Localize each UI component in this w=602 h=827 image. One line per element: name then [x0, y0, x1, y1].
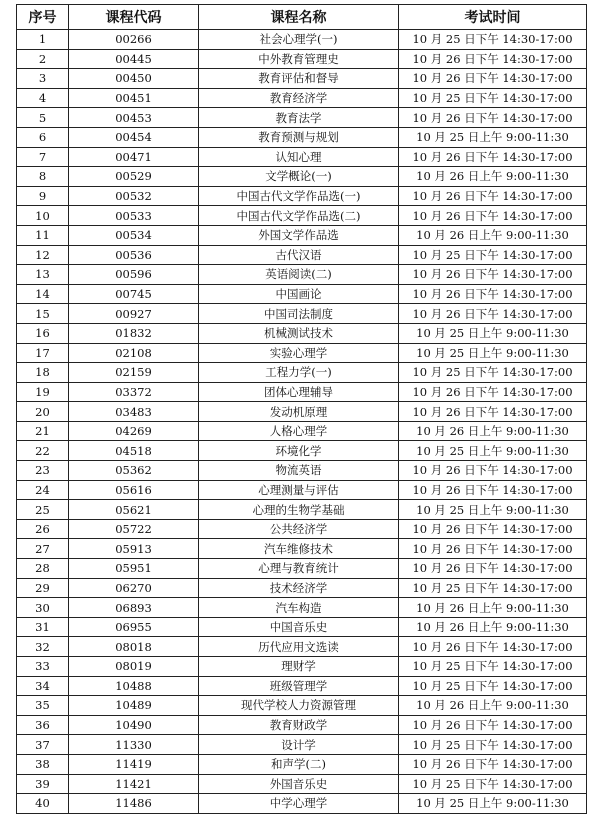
serial-number-cell: 38: [17, 754, 69, 774]
exam-time-cell: 10 月 26 日下午 14:30-17:00: [399, 304, 587, 324]
serial-number-cell: 4: [17, 88, 69, 108]
exam-time-cell: 10 月 26 日上午 9:00-11:30: [399, 225, 587, 245]
course-name-cell: 工程力学(一): [199, 363, 399, 383]
serial-number-cell: 36: [17, 715, 69, 735]
course-name-cell: 外国音乐史: [199, 774, 399, 794]
serial-number-cell: 22: [17, 441, 69, 461]
table-row: [17, 774, 587, 794]
serial-number-cell: 1: [17, 30, 69, 50]
table-row: [17, 539, 587, 559]
course-name-cell: 实验心理学: [199, 343, 399, 363]
course-code-cell: 00927: [69, 304, 199, 324]
exam-time-cell: 10 月 26 日上午 9:00-11:30: [399, 421, 587, 441]
course-code-cell: 11419: [69, 754, 199, 774]
course-name-cell: 机械测试技术: [199, 323, 399, 343]
table-row: [17, 461, 587, 481]
course-code-cell: 00533: [69, 206, 199, 226]
course-code-cell: 10489: [69, 696, 199, 716]
course-code-cell: 00471: [69, 147, 199, 167]
course-name-cell: 文学概论(一): [199, 167, 399, 187]
serial-number-cell: 5: [17, 108, 69, 128]
course-code-cell: 00445: [69, 49, 199, 69]
course-code-cell: 05722: [69, 519, 199, 539]
table-row: [17, 265, 587, 285]
exam-time-cell: 10 月 25 日下午 14:30-17:00: [399, 363, 587, 383]
serial-number-cell: 25: [17, 500, 69, 520]
serial-number-cell: 14: [17, 284, 69, 304]
exam-time-cell: 10 月 26 日下午 14:30-17:00: [399, 402, 587, 422]
table-row: [17, 69, 587, 89]
table-row: [17, 30, 587, 50]
table-row: [17, 108, 587, 128]
table-row: [17, 363, 587, 383]
course-code-cell: 08019: [69, 657, 199, 677]
exam-time-cell: 10 月 26 日上午 9:00-11:30: [399, 167, 587, 187]
course-code-cell: 00536: [69, 245, 199, 265]
exam-time-cell: 10 月 25 日上午 9:00-11:30: [399, 441, 587, 461]
table-row: [17, 88, 587, 108]
course-code-cell: 00266: [69, 30, 199, 50]
exam-time-cell: 10 月 26 日上午 9:00-11:30: [399, 696, 587, 716]
course-name-cell: 团体心理辅导: [199, 382, 399, 402]
table-row: [17, 715, 587, 735]
serial-number-cell: 27: [17, 539, 69, 559]
serial-number-cell: 7: [17, 147, 69, 167]
table-row: [17, 206, 587, 226]
serial-number-cell: 3: [17, 69, 69, 89]
course-name-cell: 古代汉语: [199, 245, 399, 265]
serial-number-cell: 31: [17, 617, 69, 637]
course-code-cell: 05913: [69, 539, 199, 559]
course-name-cell: 中国古代文学作品选(一): [199, 186, 399, 206]
course-code-cell: 00453: [69, 108, 199, 128]
course-code-cell: 08018: [69, 637, 199, 657]
course-name-cell: 物流英语: [199, 461, 399, 481]
table-row: [17, 676, 587, 696]
serial-number-cell: 20: [17, 402, 69, 422]
exam-time-cell: 10 月 25 日下午 14:30-17:00: [399, 30, 587, 50]
course-name-cell: 中国司法制度: [199, 304, 399, 324]
table-row: [17, 304, 587, 324]
course-name-cell: 现代学校人力资源管理: [199, 696, 399, 716]
exam-schedule-table: [16, 4, 587, 814]
course-name-cell: 教育预测与规划: [199, 127, 399, 147]
exam-time-cell: 10 月 25 日下午 14:30-17:00: [399, 657, 587, 677]
table-row: [17, 637, 587, 657]
serial-number-cell: 32: [17, 637, 69, 657]
course-code-cell: 02108: [69, 343, 199, 363]
course-name-cell: 发动机原理: [199, 402, 399, 422]
serial-number-cell: 18: [17, 363, 69, 383]
exam-time-cell: 10 月 26 日下午 14:30-17:00: [399, 519, 587, 539]
course-code-cell: 06893: [69, 598, 199, 618]
course-name-cell: 理财学: [199, 657, 399, 677]
course-name-cell: 心理测量与评估: [199, 480, 399, 500]
course-name-cell: 心理的生物学基础: [199, 500, 399, 520]
header-serial-number: 序号: [17, 5, 69, 30]
course-name-cell: 班级管理学: [199, 676, 399, 696]
table-row: [17, 382, 587, 402]
course-code-cell: 04518: [69, 441, 199, 461]
course-code-cell: 01832: [69, 323, 199, 343]
exam-time-cell: 10 月 26 日下午 14:30-17:00: [399, 186, 587, 206]
serial-number-cell: 6: [17, 127, 69, 147]
serial-number-cell: 33: [17, 657, 69, 677]
serial-number-cell: 24: [17, 480, 69, 500]
serial-number-cell: 17: [17, 343, 69, 363]
exam-time-cell: 10 月 26 日下午 14:30-17:00: [399, 49, 587, 69]
header-course-code: 课程代码: [69, 5, 199, 30]
exam-time-cell: 10 月 25 日下午 14:30-17:00: [399, 676, 587, 696]
course-code-cell: 10490: [69, 715, 199, 735]
course-code-cell: 11486: [69, 794, 199, 814]
course-name-cell: 教育评估和督导: [199, 69, 399, 89]
course-name-cell: 认知心理: [199, 147, 399, 167]
table-row: [17, 441, 587, 461]
table-row: [17, 578, 587, 598]
table-row: [17, 480, 587, 500]
exam-time-cell: 10 月 26 日下午 14:30-17:00: [399, 461, 587, 481]
course-name-cell: 心理与教育统计: [199, 559, 399, 579]
course-code-cell: 05621: [69, 500, 199, 520]
table-row: [17, 696, 587, 716]
table-row: [17, 49, 587, 69]
exam-time-cell: 10 月 26 日下午 14:30-17:00: [399, 108, 587, 128]
exam-time-cell: 10 月 26 日下午 14:30-17:00: [399, 69, 587, 89]
table-row: [17, 402, 587, 422]
course-name-cell: 教育法学: [199, 108, 399, 128]
serial-number-cell: 40: [17, 794, 69, 814]
course-code-cell: 00451: [69, 88, 199, 108]
course-name-cell: 汽车构造: [199, 598, 399, 618]
exam-time-cell: 10 月 26 日上午 9:00-11:30: [399, 617, 587, 637]
course-code-cell: 00534: [69, 225, 199, 245]
exam-time-cell: 10 月 26 日下午 14:30-17:00: [399, 637, 587, 657]
exam-time-cell: 10 月 26 日上午 9:00-11:30: [399, 598, 587, 618]
course-name-cell: 设计学: [199, 735, 399, 755]
table-row: [17, 794, 587, 814]
serial-number-cell: 26: [17, 519, 69, 539]
serial-number-cell: 23: [17, 461, 69, 481]
serial-number-cell: 12: [17, 245, 69, 265]
course-code-cell: 04269: [69, 421, 199, 441]
course-code-cell: 00745: [69, 284, 199, 304]
course-name-cell: 教育财政学: [199, 715, 399, 735]
table-row: [17, 127, 587, 147]
course-code-cell: 00532: [69, 186, 199, 206]
exam-time-cell: 10 月 25 日下午 14:30-17:00: [399, 774, 587, 794]
table-row: [17, 519, 587, 539]
course-name-cell: 技术经济学: [199, 578, 399, 598]
exam-time-cell: 10 月 25 日上午 9:00-11:30: [399, 127, 587, 147]
course-code-cell: 00450: [69, 69, 199, 89]
table-row: [17, 343, 587, 363]
serial-number-cell: 2: [17, 49, 69, 69]
course-name-cell: 中国画论: [199, 284, 399, 304]
course-code-cell: 00529: [69, 167, 199, 187]
course-name-cell: 中学心理学: [199, 794, 399, 814]
exam-time-cell: 10 月 26 日下午 14:30-17:00: [399, 480, 587, 500]
course-code-cell: 03372: [69, 382, 199, 402]
course-name-cell: 环境化学: [199, 441, 399, 461]
serial-number-cell: 11: [17, 225, 69, 245]
course-name-cell: 英语阅读(二): [199, 265, 399, 285]
exam-time-cell: 10 月 25 日下午 14:30-17:00: [399, 245, 587, 265]
table-row: [17, 167, 587, 187]
exam-time-cell: 10 月 25 日上午 9:00-11:30: [399, 343, 587, 363]
exam-time-cell: 10 月 26 日下午 14:30-17:00: [399, 559, 587, 579]
course-code-cell: 02159: [69, 363, 199, 383]
serial-number-cell: 19: [17, 382, 69, 402]
exam-time-cell: 10 月 26 日下午 14:30-17:00: [399, 206, 587, 226]
table-row: [17, 186, 587, 206]
course-name-cell: 公共经济学: [199, 519, 399, 539]
serial-number-cell: 34: [17, 676, 69, 696]
course-code-cell: 03483: [69, 402, 199, 422]
serial-number-cell: 13: [17, 265, 69, 285]
table-row: [17, 284, 587, 304]
course-name-cell: 和声学(二): [199, 754, 399, 774]
exam-time-cell: 10 月 26 日下午 14:30-17:00: [399, 382, 587, 402]
course-code-cell: 11421: [69, 774, 199, 794]
course-code-cell: 00454: [69, 127, 199, 147]
course-code-cell: 06270: [69, 578, 199, 598]
course-code-cell: 10488: [69, 676, 199, 696]
table-row: [17, 500, 587, 520]
table-row: [17, 735, 587, 755]
course-name-cell: 中国古代文学作品选(二): [199, 206, 399, 226]
header-exam-time: 考试时间: [399, 5, 587, 30]
table-row: [17, 754, 587, 774]
course-code-cell: 05616: [69, 480, 199, 500]
table-row: [17, 598, 587, 618]
serial-number-cell: 39: [17, 774, 69, 794]
course-code-cell: 00596: [69, 265, 199, 285]
course-code-cell: 11330: [69, 735, 199, 755]
table-row: [17, 559, 587, 579]
exam-time-cell: 10 月 26 日下午 14:30-17:00: [399, 754, 587, 774]
course-name-cell: 社会心理学(一): [199, 30, 399, 50]
course-code-cell: 05951: [69, 559, 199, 579]
serial-number-cell: 29: [17, 578, 69, 598]
exam-time-cell: 10 月 26 日下午 14:30-17:00: [399, 539, 587, 559]
serial-number-cell: 15: [17, 304, 69, 324]
table-header-row: [17, 5, 587, 30]
exam-time-cell: 10 月 25 日上午 9:00-11:30: [399, 323, 587, 343]
table-row: [17, 657, 587, 677]
course-name-cell: 中外教育管理史: [199, 49, 399, 69]
serial-number-cell: 21: [17, 421, 69, 441]
course-name-cell: 外国文学作品选: [199, 225, 399, 245]
course-code-cell: 06955: [69, 617, 199, 637]
serial-number-cell: 35: [17, 696, 69, 716]
serial-number-cell: 28: [17, 559, 69, 579]
table-row: [17, 617, 587, 637]
serial-number-cell: 16: [17, 323, 69, 343]
serial-number-cell: 30: [17, 598, 69, 618]
exam-time-cell: 10 月 25 日下午 14:30-17:00: [399, 735, 587, 755]
course-name-cell: 中国音乐史: [199, 617, 399, 637]
exam-time-cell: 10 月 26 日下午 14:30-17:00: [399, 265, 587, 285]
serial-number-cell: 37: [17, 735, 69, 755]
exam-time-cell: 10 月 26 日下午 14:30-17:00: [399, 284, 587, 304]
table-row: [17, 323, 587, 343]
exam-time-cell: 10 月 26 日下午 14:30-17:00: [399, 147, 587, 167]
course-name-cell: 历代应用文选读: [199, 637, 399, 657]
exam-time-cell: 10 月 25 日上午 9:00-11:30: [399, 500, 587, 520]
course-name-cell: 教育经济学: [199, 88, 399, 108]
table-row: [17, 147, 587, 167]
exam-time-cell: 10 月 25 日下午 14:30-17:00: [399, 578, 587, 598]
header-course-name: 课程名称: [199, 5, 399, 30]
serial-number-cell: 10: [17, 206, 69, 226]
exam-time-cell: 10 月 26 日下午 14:30-17:00: [399, 715, 587, 735]
course-code-cell: 05362: [69, 461, 199, 481]
table-row: [17, 225, 587, 245]
table-row: [17, 245, 587, 265]
serial-number-cell: 9: [17, 186, 69, 206]
exam-time-cell: 10 月 25 日上午 9:00-11:30: [399, 794, 587, 814]
table-body: [17, 30, 587, 814]
exam-time-cell: 10 月 25 日下午 14:30-17:00: [399, 88, 587, 108]
course-name-cell: 汽车维修技术: [199, 539, 399, 559]
table-row: [17, 421, 587, 441]
serial-number-cell: 8: [17, 167, 69, 187]
course-name-cell: 人格心理学: [199, 421, 399, 441]
